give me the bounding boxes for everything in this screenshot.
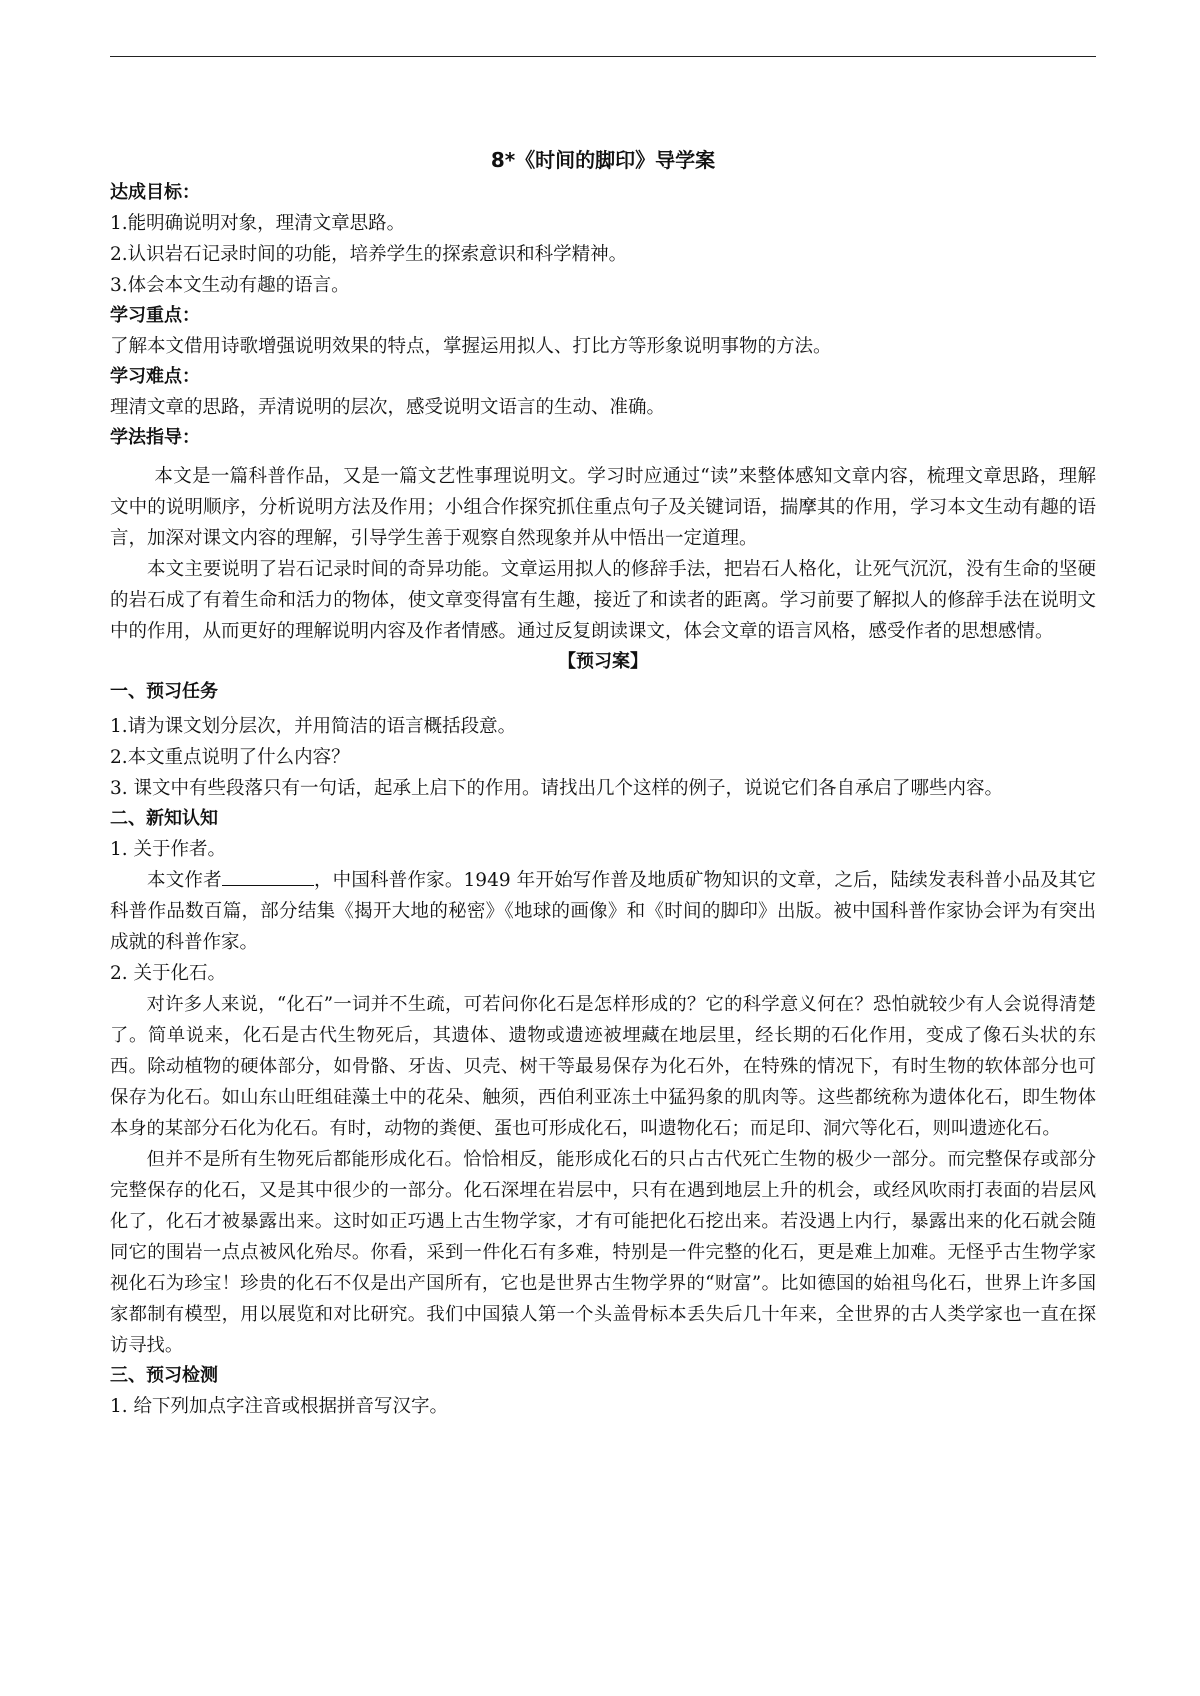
- check-heading: 三、预习检测: [110, 1365, 218, 1386]
- goals-heading: 达成目标：: [110, 182, 200, 203]
- header-rule: [110, 56, 1096, 57]
- task-item: 1.请为课文划分层次，并用简洁的语言概括段意。: [110, 716, 517, 737]
- key-points-text: 了解本文借用诗歌增强说明效果的特点，掌握运用拟人、打比方等形象说明事物的方法。: [110, 336, 832, 357]
- preview-title: 【预习案】: [558, 651, 648, 672]
- author-text-before: 本文作者: [147, 870, 222, 891]
- task-item: 3. 课文中有些段落只有一句话，起承上启下的作用。请找出几个这样的例子，说说它们各自承启了哪些内容。: [110, 778, 1004, 799]
- author-text-after: ，中国科普作家。1949 年开始写作普及地质矿物知识的文章，之后，陆续发表科普小品及其它科普作品数百篇，部分结集《揭开大地的秘密》《地球的画像》和《时间的脚印》出版。被中国科普作家协会评为有突出成就的科普作家。: [110, 870, 1096, 953]
- method-paragraph: 本文是一篇科普作品，又是一篇文艺性事理说明文。学习时应通过“读”来整体感知文章内容，梳理文章思路，理解文中的说明顺序，分析说明方法及作用；小组合作探究抓住重点句子及关键词语，揣摩其的作用，学习本文生动有趣的语言，加深对课文内容的理解，引导学生善于观察自然现象并从中悟出一定道理。: [110, 466, 1096, 549]
- knowledge-heading: 二、新知认知: [110, 808, 218, 829]
- fossil-paragraph: 但并不是所有生物死后都能形成化石。恰恰相反，能形成化石的只占古代死亡生物的极少一部分。而完整保存或部分完整保存的化石，又是其中很少的一部分。化石深埋在岩层中，只有在遇到地层上升的机会，或经风吹雨打表面的岩层风化了，化石才被暴露出来。这时如正巧遇上古生物学家，才有可能把化石挖出来。若没遇上内行，暴露出来的化石就会随同它的围岩一点点被风化殆尽。你看，采到一件化石有多难，特别是一件完整的化石，更是难上加难。无怪乎古生物学家视化石为珍宝！珍贵的化石不仅是出产国所有，它也是世界古生物学界的“财富”。比如德国的始祖鸟化石，世界上许多国家都制有模型，用以展览和对比研究。我们中国猿人第一个头盖骨标本丢失后几十年来，全世界的古人类学家也一直在探访寻找。: [110, 1149, 1096, 1356]
- method-paragraph: 本文主要说明了岩石记录时间的奇异功能。文章运用拟人的修辞手法，把岩石人格化，让死气沉沉，没有生命的坚硬的岩石成了有着生命和活力的物体，使文章变得富有生趣，接近了和读者的距离。学习前要了解拟人的修辞手法在说明文中的作用，从而更好的理解说明内容及作者情感。通过反复朗读课文，体会文章的语言风格，感受作者的思想感情。: [110, 559, 1096, 642]
- page-title: 8*《时间的脚印》导学案: [490, 148, 716, 172]
- goal-item: 2.认识岩石记录时间的功能，培养学生的探索意识和科学精神。: [110, 244, 628, 265]
- goal-item: 3.体会本文生动有趣的语言。: [110, 275, 350, 296]
- task-heading: 一、预习任务: [110, 681, 218, 702]
- author-paragraph: [110, 865, 1096, 958]
- author-blank[interactable]: [222, 867, 314, 886]
- method-heading: 学法指导：: [110, 427, 200, 448]
- document-body: [110, 142, 1096, 1422]
- task-item: 2.本文重点说明了什么内容？: [110, 747, 350, 768]
- goal-item: 1.能明确说明对象，理清文章思路。: [110, 213, 406, 234]
- fossil-label: 2. 关于化石。: [110, 963, 227, 984]
- key-points-heading: 学习重点：: [110, 305, 200, 326]
- fossil-paragraph: 对许多人来说，“化石”一词并不生疏，可若问你化石是怎样形成的？它的科学意义何在？恐怕就较少有人会说得清楚了。简单说来，化石是古代生物死后，其遗体、遗物或遗迹被埋藏在地层里，经长期的石化作用，变成了像石头状的东西。除动植物的硬体部分，如骨骼、牙齿、贝壳、树干等最易保存为化石外，在特殊的情况下，有时生物的软体部分也可保存为化石。如山东山旺组硅藻土中的花朵、触须，西伯利亚冻土中猛犸象的肌肉等。这些都统称为遗体化石，即生物体本身的某部分石化为化石。有时，动物的粪便、蛋也可形成化石，叫遗物化石；而足印、洞穴等化石，则叫遗迹化石。: [110, 994, 1096, 1139]
- author-label: 1. 关于作者。: [110, 839, 227, 860]
- difficulties-text: 理清文章的思路，弄清说明的层次，感受说明文语言的生动、准确。: [110, 397, 666, 418]
- difficulties-heading: 学习难点：: [110, 366, 200, 387]
- check-item: 1. 给下列加点字注音或根据拼音写汉字。: [110, 1396, 449, 1417]
